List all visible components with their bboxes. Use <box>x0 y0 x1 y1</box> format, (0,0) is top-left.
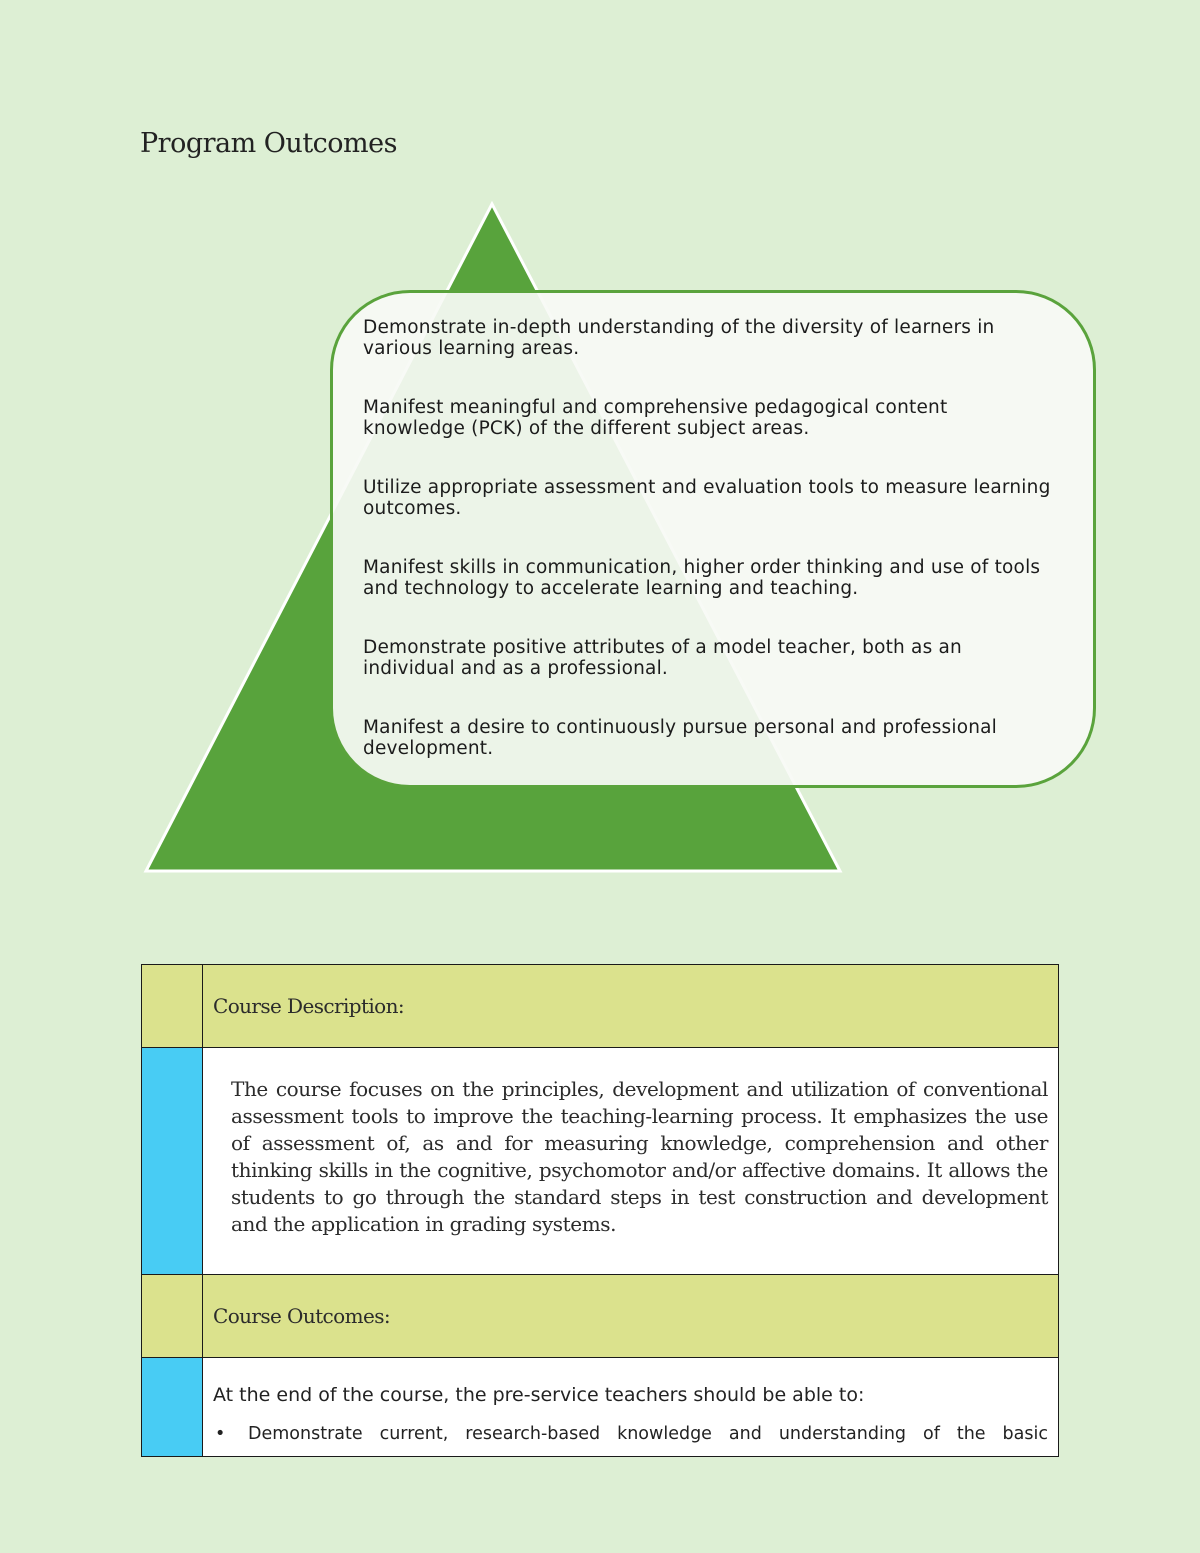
course-description-header-row <box>142 965 1059 1048</box>
course-description-row <box>142 1048 1059 1275</box>
bullet-icon: • <box>215 1424 226 1444</box>
course-info-table <box>141 964 1059 1457</box>
program-outcome-item: Demonstrate positive attributes of a model teacher, both as an individual and as a professional. <box>363 637 962 679</box>
program-outcome-item: Manifest a desire to continuously pursue personal and professional development. <box>363 717 998 759</box>
program-outcome-item: Demonstrate in-depth understanding of the diversity of learners in various learning areas. <box>363 317 995 359</box>
course-outcomes-header-cell <box>203 1275 1059 1358</box>
side-cell-blue <box>142 1048 203 1275</box>
course-outcomes-intro: At the end of the course, the pre-service teachers should be able to: <box>213 1384 865 1406</box>
course-description-text: The course focuses on the principles, development and utilization of conventional assessment tools to improve the teaching-learning process. It emphasizes the use of assessment of, as and for measuring knowledge, comprehension and other thinking skills in the cognitive, psychomotor and/or affective domains. It allows the students to go through the standard steps in test construction and development and the application in grading systems. <box>231 1077 1048 1236</box>
course-description-header-cell <box>203 965 1059 1048</box>
course-outcomes-header-row <box>142 1275 1059 1358</box>
course-description-label: Course Description: <box>213 994 405 1018</box>
course-outcome-item <box>213 1424 1048 1446</box>
side-cell <box>142 965 203 1048</box>
program-outcome-item: Utilize appropriate assessment and evaluation tools to measure learning outcomes. <box>363 477 1051 519</box>
program-outcome-item: Manifest meaningful and comprehensive pedagogical content knowledge (PCK) of the different subject areas. <box>363 397 948 439</box>
course-description-cell <box>203 1048 1059 1275</box>
side-cell-blue <box>142 1358 203 1457</box>
course-outcomes-cell <box>203 1358 1059 1457</box>
course-outcomes-label: Course Outcomes: <box>213 1304 391 1328</box>
program-outcomes-box <box>330 290 1096 788</box>
course-outcomes-row <box>142 1358 1059 1457</box>
program-outcome-item: Manifest skills in communication, higher order thinking and use of tools and technology to accelerate learning and teaching. <box>363 557 1041 599</box>
side-cell <box>142 1275 203 1358</box>
course-outcome-item-text: Demonstrate current, research-based knowledge and understanding of the basic <box>248 1424 1048 1444</box>
page-title: Program Outcomes <box>140 128 397 159</box>
